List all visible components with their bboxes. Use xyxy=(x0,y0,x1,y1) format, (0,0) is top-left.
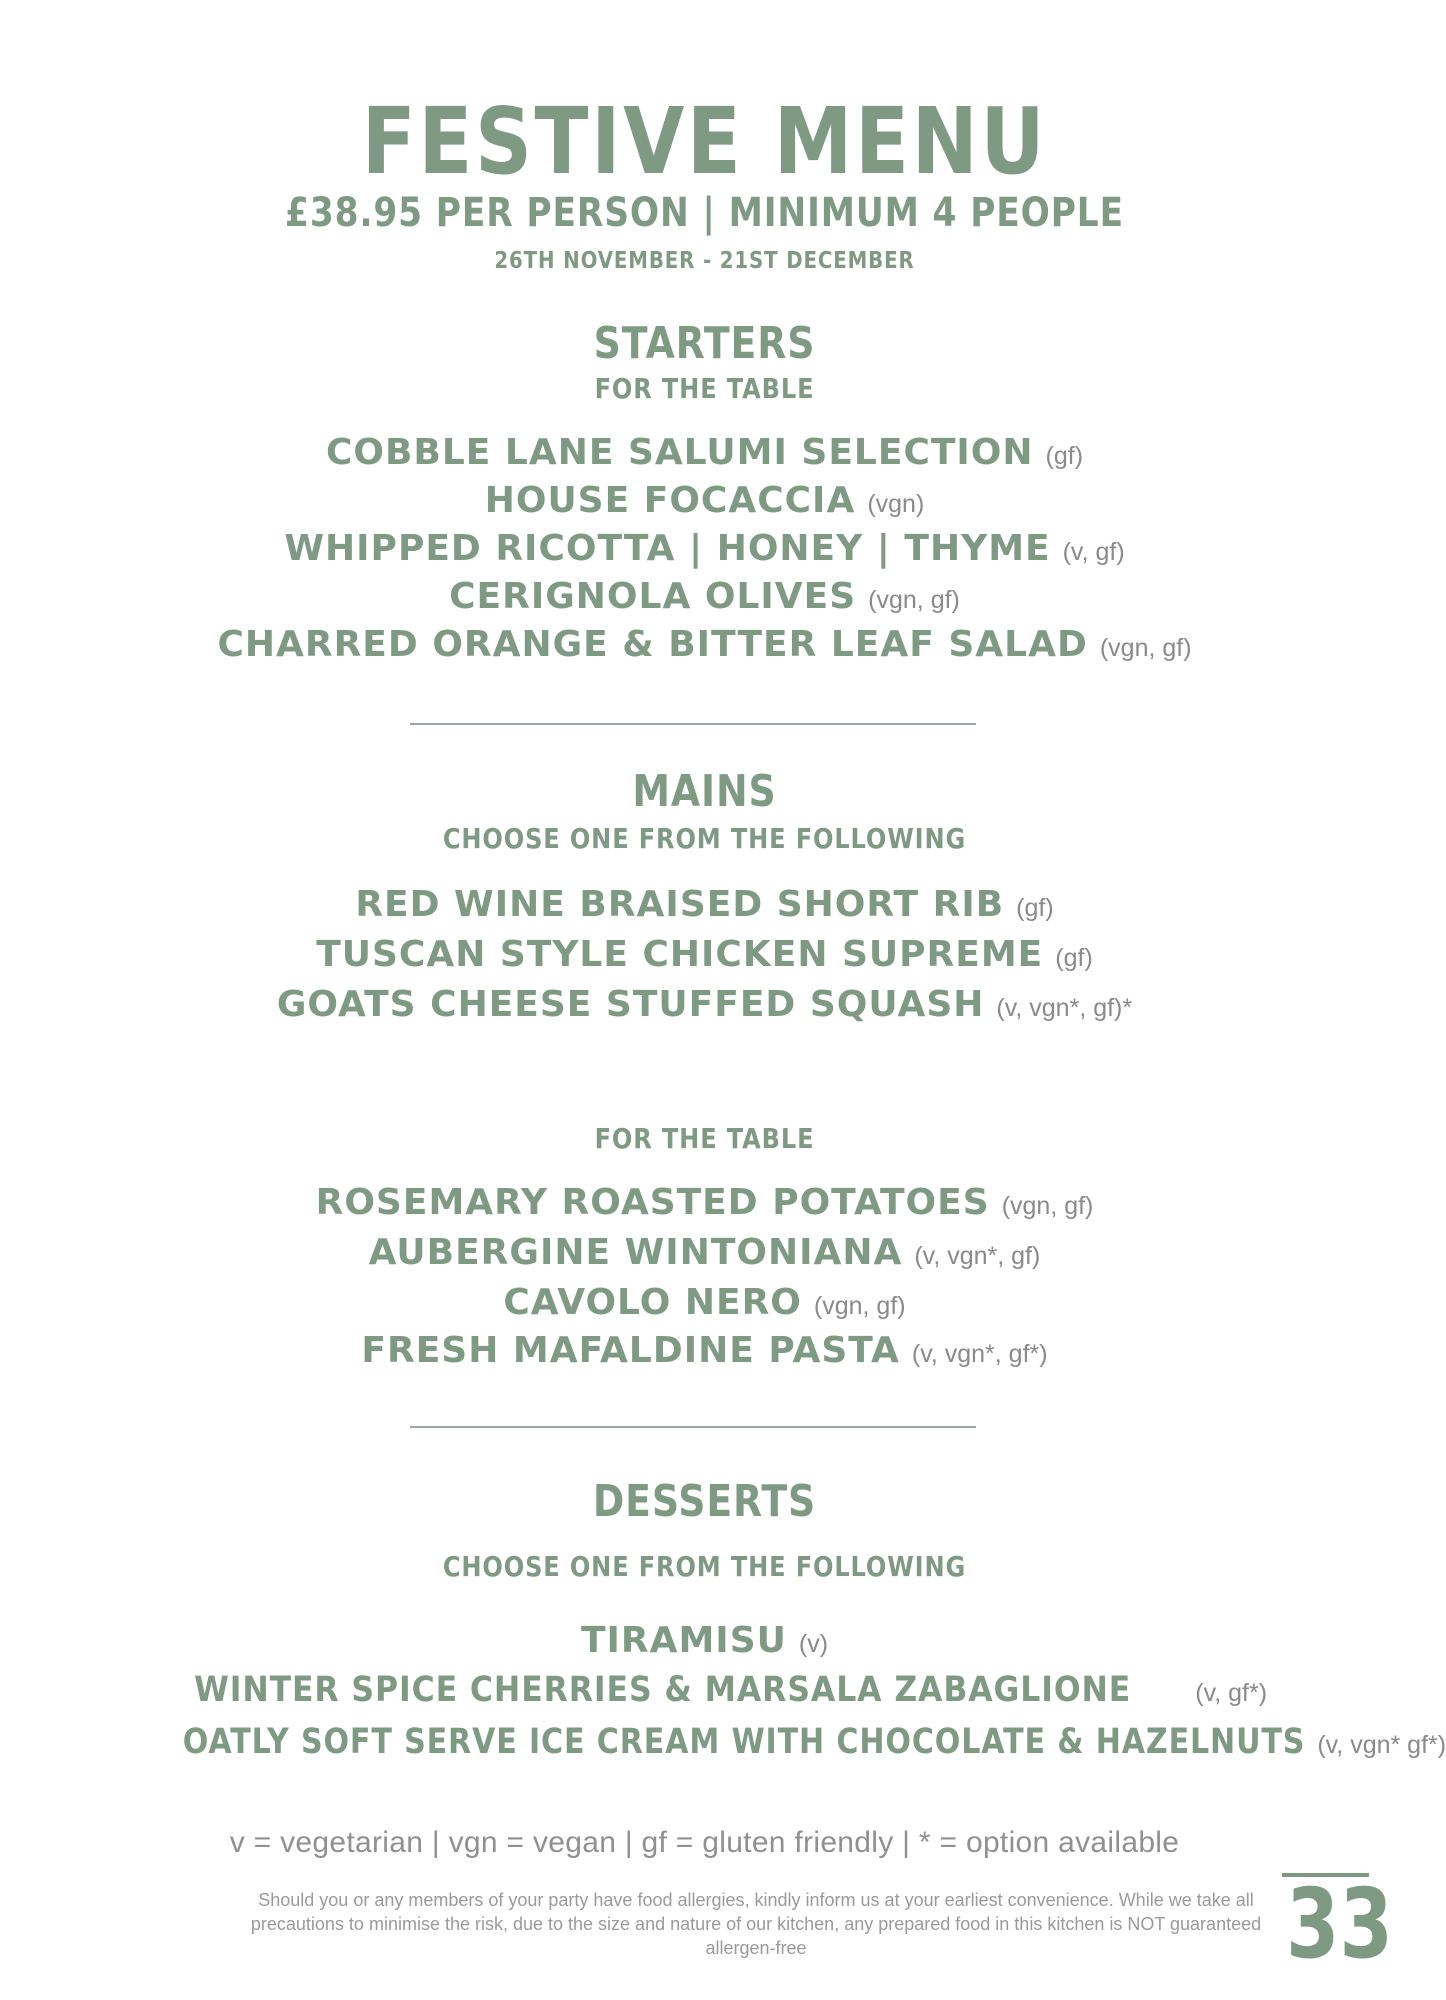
dietary-tags: (vgn, gf) xyxy=(1099,634,1192,662)
section-title-mains: MAINS xyxy=(632,766,777,817)
dietary-tags: (v, vgn*, gf*) xyxy=(911,1340,1048,1368)
dietary-tags: (v, gf*) xyxy=(1195,1679,1268,1707)
item-name: OATLY SOFT SERVE ICE CREAM WITH CHOCOLATE & HAZELNUTS xyxy=(182,1722,1306,1762)
dietary-tags: (vgn, gf) xyxy=(813,1292,906,1320)
item-name: WINTER SPICE CHERRIES & MARSALA ZABAGLIONE xyxy=(194,1670,1132,1710)
menu-title: FESTIVE MENU xyxy=(361,88,1048,195)
date-range: 26TH NOVEMBER - 21ST DECEMBER xyxy=(494,248,915,274)
section-divider xyxy=(410,1426,976,1428)
item-name: CAVOLO NERO xyxy=(503,1282,802,1323)
menu-item-main xyxy=(0,934,1409,975)
item-name: HOUSE FOCACCIA xyxy=(484,480,856,521)
item-name: RED WINE BRAISED SHORT RIB xyxy=(355,884,1005,925)
menu-item-starter xyxy=(0,432,1409,473)
menu-item-starter xyxy=(0,624,1409,665)
price-line: £38.95 PER PERSON | MINIMUM 4 PEOPLE xyxy=(285,190,1124,236)
item-name: CERIGNOLA OLIVES xyxy=(449,576,857,617)
menu-item-side xyxy=(0,1232,1409,1273)
page-number: 33 xyxy=(1286,1868,1393,1980)
section-subtitle-mains: CHOOSE ONE FROM THE FOLLOWING xyxy=(442,822,967,855)
section-subtitle-starters: FOR THE TABLE xyxy=(594,372,815,405)
item-name: ROSEMARY ROASTED POTATOES xyxy=(315,1182,990,1223)
section-divider xyxy=(410,723,976,725)
menu-item-main xyxy=(0,884,1409,925)
dietary-tags: (v, vgn*, gf) xyxy=(914,1242,1041,1270)
section-title-desserts: DESSERTS xyxy=(592,1476,817,1527)
item-name: TIRAMISU xyxy=(580,1620,787,1661)
menu-item-dessert xyxy=(0,1722,1446,1762)
dietary-tags: (v, vgn*, gf)* xyxy=(996,994,1133,1022)
dietary-tags: (vgn, gf) xyxy=(868,586,960,614)
menu-item-side xyxy=(0,1282,1409,1323)
item-name: TUSCAN STYLE CHICKEN SUPREME xyxy=(316,934,1044,975)
dietary-tags: (vgn, gf) xyxy=(1001,1192,1094,1220)
section-title-starters: STARTERS xyxy=(593,318,816,369)
menu-item-starter xyxy=(0,528,1409,569)
item-name: AUBERGINE WINTONIANA xyxy=(368,1232,903,1273)
menu-item-side xyxy=(0,1330,1409,1371)
menu-item-dessert xyxy=(0,1620,1409,1661)
dietary-legend: v = vegetarian | vgn = vegan | gf = gluten friendly | * = option available xyxy=(229,1826,1180,1859)
dietary-tags: (v) xyxy=(798,1630,829,1658)
dietary-tags: (gf) xyxy=(1016,894,1054,922)
menu-item-main xyxy=(0,984,1409,1025)
item-name: GOATS CHEESE STUFFED SQUASH xyxy=(276,984,985,1025)
menu-item-dessert xyxy=(0,1670,1409,1710)
dietary-tags: (vgn) xyxy=(867,490,925,518)
menu-item-side xyxy=(0,1182,1409,1223)
item-name: CHARRED ORANGE & BITTER LEAF SALAD xyxy=(217,624,1088,665)
item-name: WHIPPED RICOTTA | HONEY | THYME xyxy=(284,528,1051,569)
item-name: FRESH MAFALDINE PASTA xyxy=(361,1330,900,1371)
dietary-tags: (gf) xyxy=(1055,944,1093,972)
menu-item-starter xyxy=(0,576,1409,617)
section-subtitle-sides: FOR THE TABLE xyxy=(594,1122,815,1155)
menu-item-starter xyxy=(0,480,1409,521)
item-name: COBBLE LANE SALUMI SELECTION xyxy=(325,432,1034,473)
dietary-tags: (v, vgn* gf*) xyxy=(1317,1731,1446,1759)
dietary-tags: (gf) xyxy=(1045,442,1084,470)
dietary-tags: (v, gf) xyxy=(1062,538,1125,566)
allergen-disclaimer: Should you or any members of your party have food allergies, kindly inform us at your earliest convenience. While we take all precautions to minimise the risk, due to the size and nature of our kitchen, any prepared food in this kitchen is NOT guaranteed allergen-free xyxy=(250,1890,1262,1958)
section-subtitle-desserts: CHOOSE ONE FROM THE FOLLOWING xyxy=(442,1550,967,1583)
